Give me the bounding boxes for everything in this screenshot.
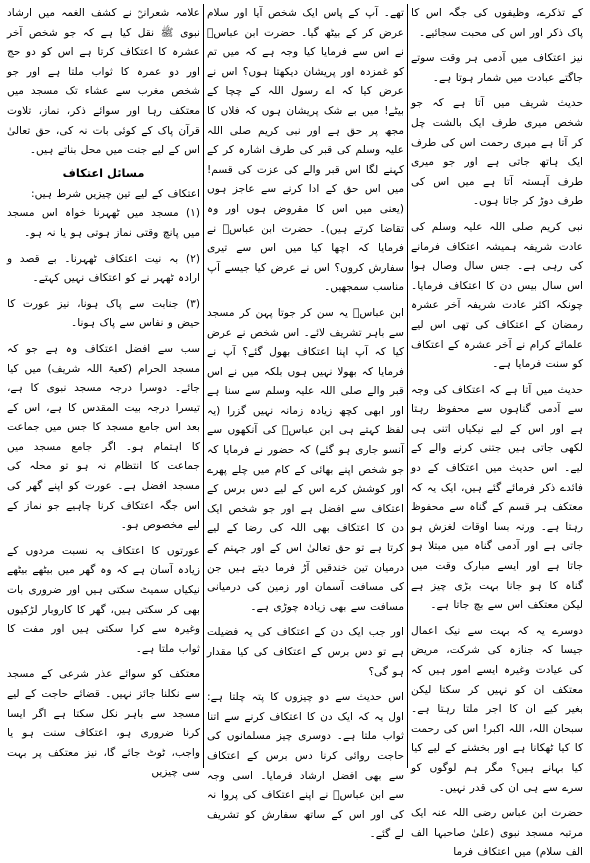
paragraph: اور جب ایک دن کے اعتکاف کی یہ فضیلت ہے تو دس برس کے اعتکاف کی کیا مقدار ہو گی؟ [207, 626, 404, 678]
paragraph: حدیث شریف میں آتا ہے کہ جو شخص میری طرف ایک بالشت چل کر آتا ہے میری رحمت اس کی طرف ایک ہاتھ جاتی ہے اور جو میری طرف آہستہ آتا ہے میں اس کی طرف دوڑ کر جاتا ہوں۔ [411, 97, 583, 208]
paragraph: حضرت ابن عباس رضی اللہ عنہ ایک مرتبہ مسجد نبوی (علیٰ صاحبہا الف الف سلام) میں اعتکاف فرما [411, 807, 583, 859]
paragraph: کے تذکرے، وظیفوں کی جگہ اس کا پاک ذکر اور اس کی محبت سجائیے۔ [411, 7, 583, 39]
paragraph: نبی کریم صلی اللہ علیہ وسلم کی عادت شریفہ ہمیشہ اعتکاف فرمانے کی رہی ہے۔ جس سال وصال ہوا اس سال بیس دن کا اعتکاف فرمایا۔ چونکہ اکثر عادت شریفہ آخر عشرہ رمضان کے اعتکاف کی تھی اس لیے علمائے کرام نے آخر عشرہ کے اعتکاف کو سنت فرمایا ہے۔ [411, 220, 583, 371]
paragraph: دوسرے یہ کہ بہت سے نیک اعمال جیسا کہ جنازہ کی شرکت، مریض کی عیادت وغیرہ ایسے امور ہیں کہ معتکف ان کو نہیں کر سکتا لیکن بغیر کیے ان کا اجر ملتا رہتا ہے۔ سبحان اللہ، اللہ اکبر! اس کی رحمت کا کیا ٹھکانا ہے اور بخشنے کے لیے کیا کیا بہانے ہیں؟ مگر ہم لوگوں کو سرے سے ہی ان کی قدر نہیں۔ [411, 624, 583, 794]
paragraph: سب سے افضل اعتکاف وہ ہے جو کہ مسجد الحرام (کعبۃ اللہ شریف) میں کیا جائے۔ دوسرا درجہ مسجد نبوی کا ہے، تیسرا درجہ بیت المقدس کا ہے، اس کے بعد اس جامع مسجد کا جس میں جماعت کا اہتمام ہو۔ اگر جامع مسجد میں جماعت کا انتظام نہ ہو تو محلہ کی مسجد افضل ہے۔ عورت کو اپنے گھر کی اس جگہ اعتکاف کرنا چاہیے جو نماز کے لیے مخصوص ہو۔ [7, 342, 200, 532]
paragraph: نیز اعتکاف میں آدمی ہر وقت سوتے جاگتے عبادت میں شمار ہوتا ہے۔ [411, 52, 583, 84]
text-columns [4, 4, 586, 859]
conditions-intro: اعتکاف کے لیے تین چیزیں شرط ہیں: [31, 187, 200, 200]
paragraph: حدیث میں آتا ہے کہ اعتکاف کی وجہ سے آدمی گناہوں سے محفوظ رہتا ہے اور اس کے لیے نیکیاں اتنی ہی لکھی جاتی ہیں جتنی کرنے والے کے لیے۔ اس حدیث میں اعتکاف کے دو فائدے ذکر فرمائے گئے ہیں، ایک یہ کہ معتکف ہر قسم کے گناہ سے محفوظ رہتا ہے۔ ورنہ بسا اوقات لغزش ہو جاتی ہے اور آدمی گناہ میں مبتلا ہو جاتا ہے اور ایسے مبارک وقت میں گناہ کا ہو جانا بہت بڑی چیز ہے لیکن معتکف اس سے بچ جاتا ہے۔ [411, 383, 583, 612]
paragraph: معتکف کو سوائے عذر شرعی کے مسجد سے نکلنا جائز نہیں۔ قضائے حاجت کے لیے مسجد سے باہر نکل سکتا ہے اگر ایسا کرنا ضروری ہو، اعتکاف سنت ہو یا واجب، ٹوٹ جائے گا، نیز معتکف پر بہت سی چیزیں [7, 668, 200, 779]
paragraph: عورتوں کا اعتکاف بہ نسبت مردوں کے زیادہ آسان ہے کہ وہ گھر میں بیٹھے بیٹھے نیکیاں سمیٹ سکتی ہیں اور ضروری بات بھی کر سکتی ہیں، گھر کا کاروبار لڑکیوں وغیرہ سے کرا سکتی ہیں اور مفت کا ثواب ملتا ہے۔ [7, 544, 200, 655]
condition-item: (۲) بہ نیت اعتکاف ٹھہرنا۔ بے قصد و ارادہ ٹھہر نے کو اعتکاف نہیں کہتے۔ [7, 252, 200, 285]
condition-item: (۱) مسجد میں ٹھہرنا خواہ اس مسجد میں پانچ وقتی نماز ہوتی ہو یا نہ ہو۔ [7, 207, 200, 239]
column-middle [203, 4, 408, 841]
paragraph: تھے۔ آپ کے پاس ایک شخص آیا اور سلام عرض کر کے بیٹھ گیا۔ حضرت ابن عباسؓ نے اس سے فرمایا کیا وجہ ہے کہ میں تم کو غمزدہ اور پریشان دیکھتا ہوں؟ اس نے عرض کیا کہ اے رسول اللہ کے چچا کے بیٹے! میں بے شک پریشان ہوں کہ فلاں کا مجھ پر حق ہے اور نبی کریم صلی اللہ علیہ وسلم کی قبر کی طرف اشارہ کر کے کہنے لگا اس قبر والے کی عزت کی قسم! میں اس حق کے ادا کرنے سے عاجز ہوں (یعنی میں اس کا مقروض ہوں اور وہ تقاضا کرتے ہیں)۔ حضرت ابن عباسؓ نے فرمایا کہ اچھا کیا میں اس سے تیری سفارش کروں؟ اس نے عرض کیا جیسے آپ مناسب سمجھیں۔ [207, 7, 404, 294]
paragraph: ابن عباسؓ یہ سن کر جوتا پہن کر مسجد سے باہر تشریف لائے۔ اس شخص نے عرض کیا کہ آپ اپنا اعتکاف بھول گئے؟ آپ نے فرمایا کہ بھولا نہیں ہوں بلکہ میں نے اس قبر والے صلی اللہ علیہ وسلم سے سنا ہے اور ابھی کچھ زیادہ زمانہ نہیں گزرا (یہ لفظ کہتے ہی ابن عباسؓ کی آنکھوں سے آنسو جاری ہو گئے) کہ حضور نے فرمایا کہ جو شخص اپنے بھائی کے کام میں چلے پھرے اور کوشش کرے اس کے لیے دس برس کے اعتکاف سے افضل ہے اور جو شخص ایک دن کا اعتکاف بھی اللہ کی رضا کے لیے کرتا ہے تو حق تعالیٰ اس کے اور جہنم کے درمیان تین خندقیں آڑ فرما دیتے ہیں جن کی مسافت آسمان اور زمین کی درمیانی مسافت سے بھی زیادہ چوڑی ہے۔ [207, 306, 404, 613]
column-left [4, 4, 203, 779]
paragraph: اس حدیث سے دو چیزوں کا پتہ چلتا ہے: اول یہ کہ ایک دن کا اعتکاف کرنے سے اتنا ثواب ملتا ہے۔ دوسری چیز مسلمانوں کی حاجت روائی کرنا دس برس کے اعتکاف سے بھی افضل ارشاد فرمایا۔ اسی وجہ سے ابن عباسؓ نے اپنے اعتکاف کی پروا نہ کی اور اس کے ساتھ سفارش کو تشریف لے گئے۔ [207, 691, 404, 841]
column-right [408, 4, 586, 859]
section-heading: مسائل اعتکاف [62, 165, 145, 180]
paragraph: علامہ شعرانیؒ نے کشف الغمہ میں ارشاد نبوی ﷺ نقل کیا ہے کہ جو شخص آخر عشرہ کا اعتکاف کرتا ہے اس کو دو حج اور دو عمرہ کا ثواب ملتا ہے اور جو شخص مغرب سے عشاء تک مسجد میں معتکف رہا اور سوائے ذکر، نماز، تلاوت قرآن پاک کے کوئی بات نہ کی، حق تعالیٰ اس کے لیے جنت میں محل بناتے ہیں۔ [7, 7, 200, 157]
condition-item: (۳) جنابت سے پاک ہونا، نیز عورت کا حیض و نفاس سے پاک ہونا۔ [7, 297, 200, 330]
